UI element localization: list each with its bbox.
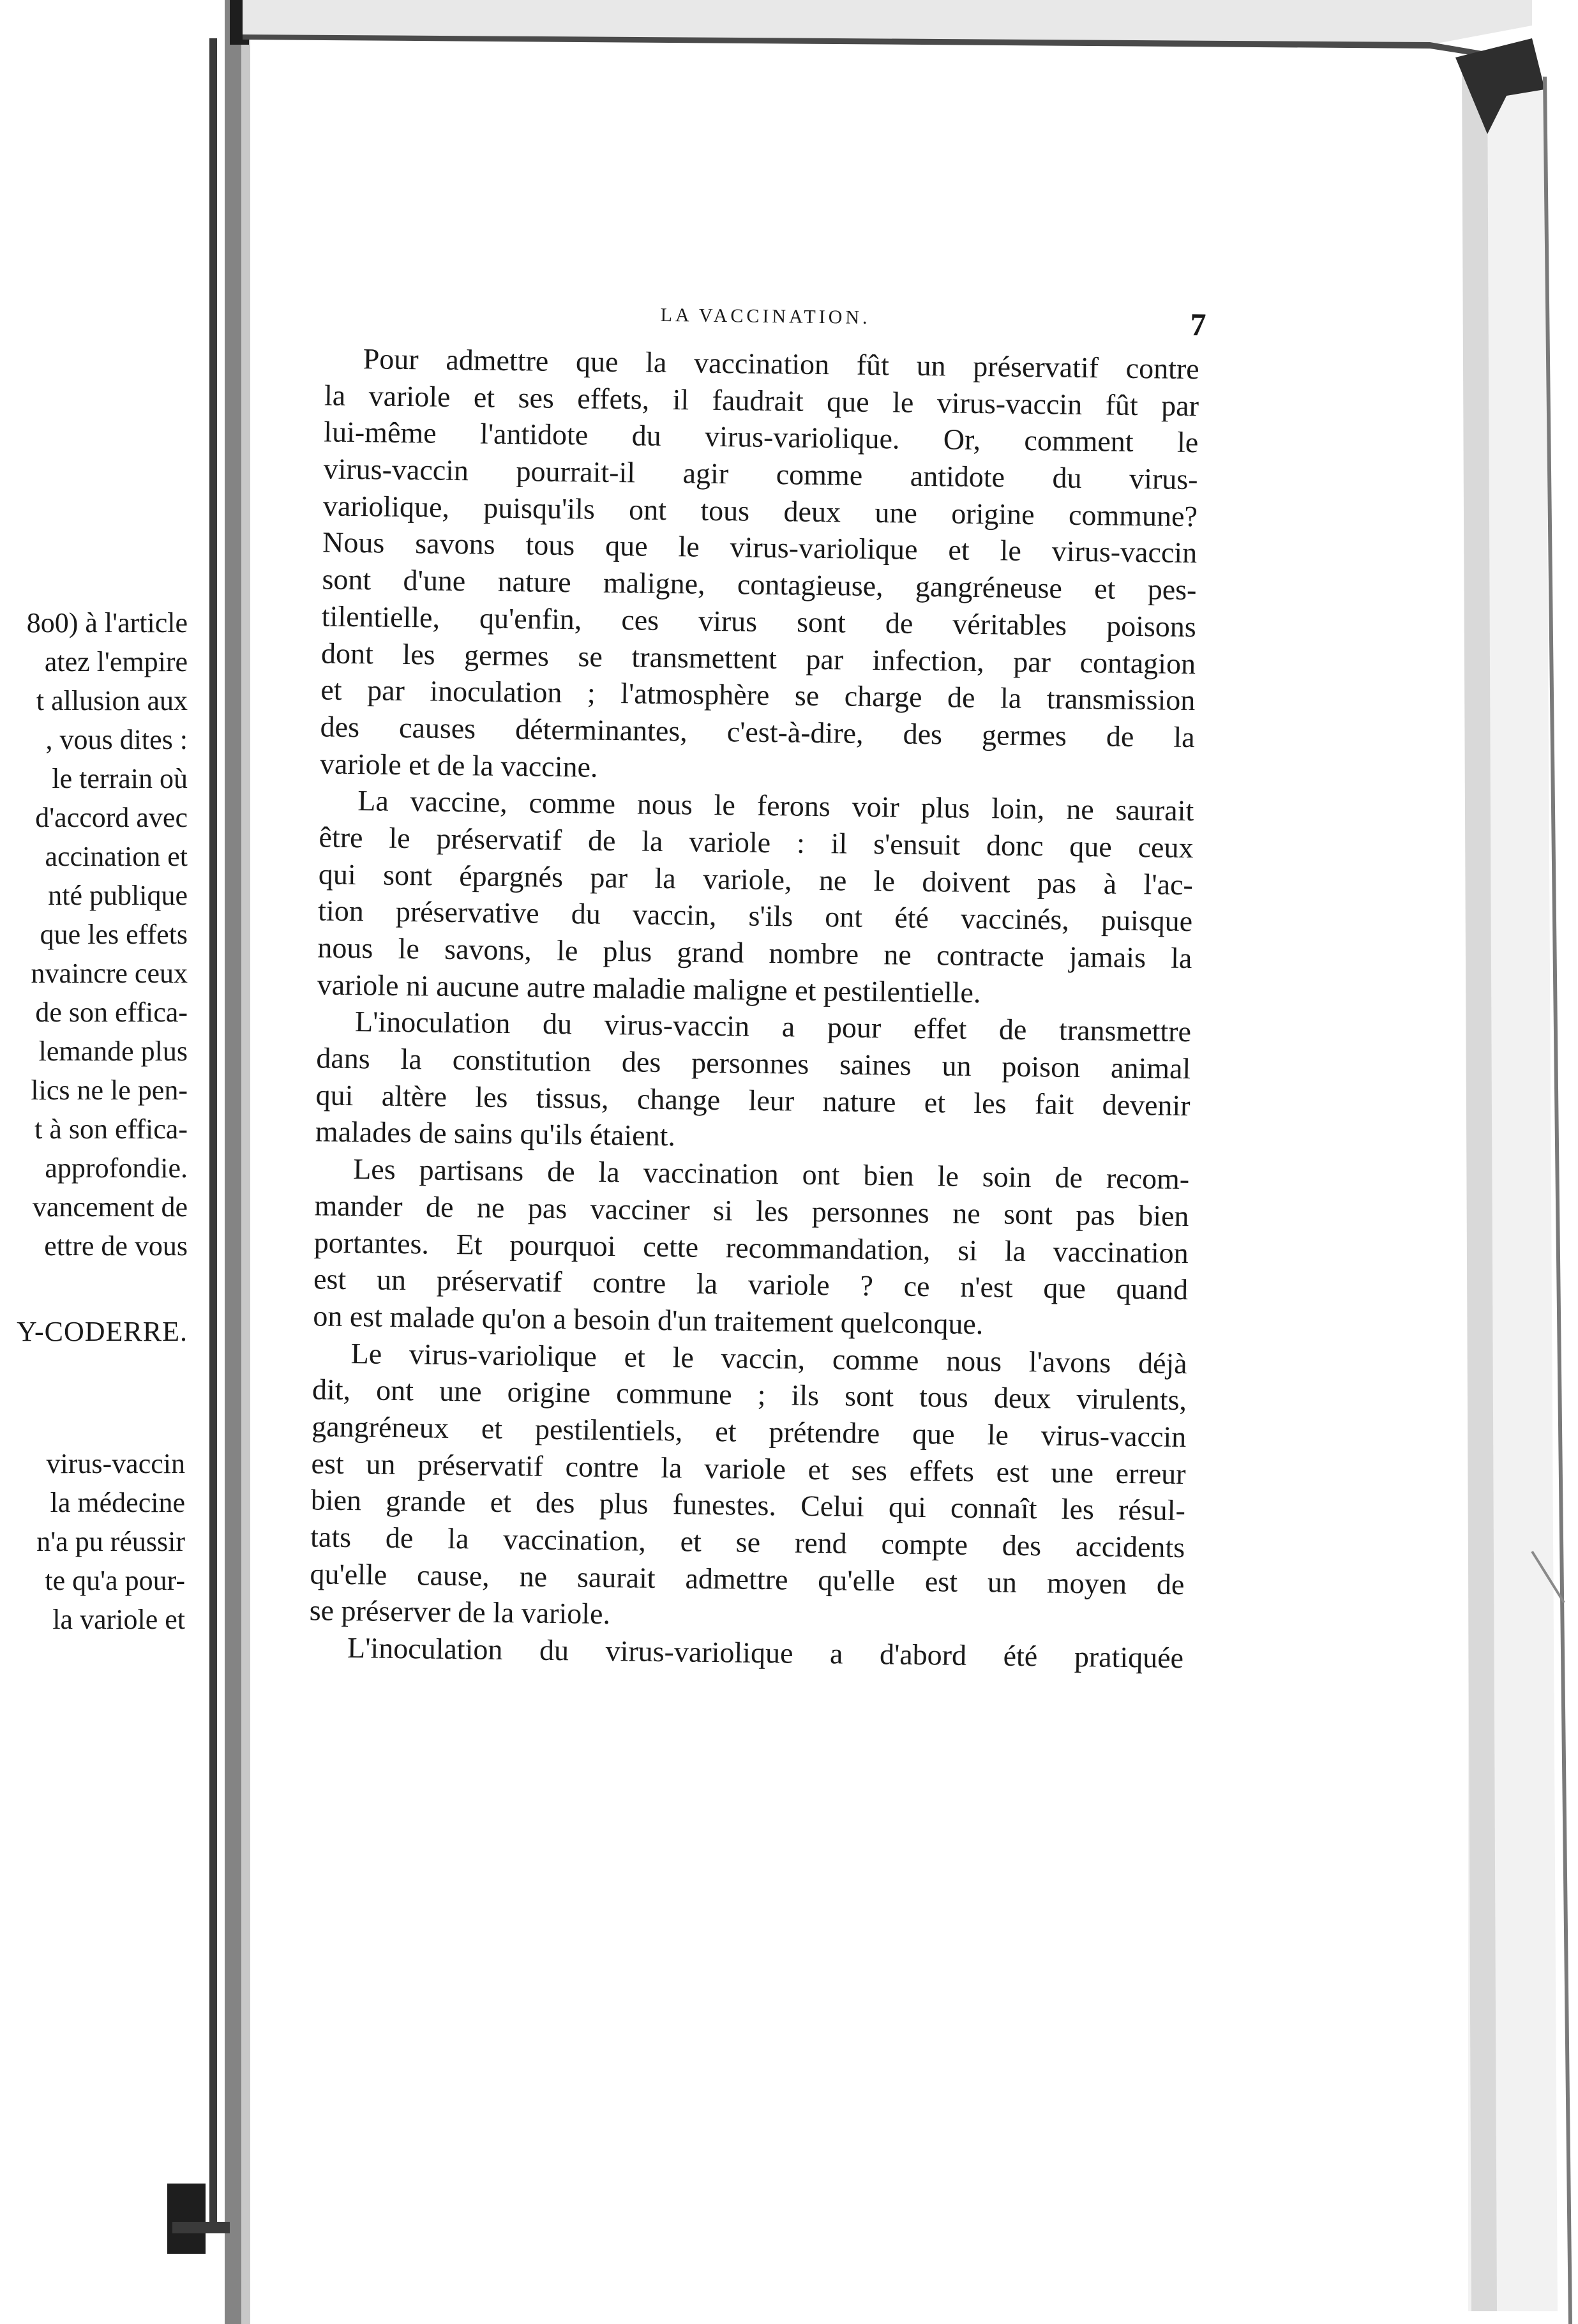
left-gutter-shadow: [241, 0, 250, 2324]
left-line: nvaincre ceux: [31, 958, 188, 989]
body-line: bien grande et des plus funestes. Celui qui connaît les résul-: [310, 1483, 1186, 1527]
body-line: se préserver de la variole.: [309, 1594, 611, 1631]
body-line: variolique, puisqu'ils ont tous deux une origine commune?: [322, 489, 1198, 532]
body-line: mander de ne pas vacciner si les personnes ne sont pas bien: [314, 1189, 1189, 1232]
left-facing-page: [0, 0, 230, 2324]
body-line: Les partisans de la vaccination ont bien le soin de recom-: [352, 1152, 1190, 1196]
body-line: gangréneux et pestilentiels, et prétendre que le virus-vaccin: [312, 1410, 1187, 1454]
left-line: virus-vaccin: [46, 1448, 185, 1479]
body-line: qui altère les tissus, change leur nature et les fait devenir: [315, 1078, 1191, 1122]
body-line: la variole et ses effets, il faudrait que le virus-vaccin fût par: [324, 379, 1199, 422]
left-line: ettre de vous: [44, 1230, 188, 1262]
body-line: des causes déterminantes, c'est-à-dire, des germes de la: [320, 710, 1195, 754]
body-line: La vaccine, comme nous le ferons voir plus loin, ne saurait: [357, 784, 1194, 827]
body-line: est un préservatif contre la variole ? ce n'est que quand: [313, 1262, 1189, 1306]
body-line: nous le savons, le plus grand nombre ne contracte jamais la: [317, 931, 1192, 975]
left-line: nté publique: [48, 880, 188, 911]
left-line: que les effets: [40, 919, 188, 950]
right-page: [282, 294, 1206, 1818]
body-text: [309, 340, 1199, 1676]
body-line: et par inoculation ; l'atmosphère se charge de la transmission: [320, 673, 1196, 717]
left-line: le terrain où: [52, 763, 188, 794]
left-page-signature: Y-CODERRE.: [17, 1316, 188, 1347]
body-line: dit, ont une origine commune ; ils sont tous deux virulents,: [312, 1373, 1187, 1417]
page-number: 7: [1190, 306, 1206, 343]
left-line: lics ne le pen-: [31, 1075, 188, 1106]
left-line: la médecine: [50, 1487, 185, 1518]
body-line: L'inoculation du virus-variolique a d'abord été pratiquée: [347, 1631, 1184, 1675]
left-line: approfondie.: [45, 1152, 188, 1184]
body-line: lui-même l'antidote du virus-variolique. Or, comment le: [324, 415, 1199, 459]
left-line: atez l'empire: [44, 646, 188, 677]
body-line: variole et de la vaccine.: [319, 746, 598, 783]
left-line: lemande plus: [38, 1036, 188, 1067]
left-line: de son effica-: [35, 997, 188, 1028]
body-line: portantes. Et pourquoi cette recommandation, si la vaccination: [313, 1225, 1189, 1269]
body-line: virus-vaccin pourrait-il agir comme antidote du virus-: [323, 452, 1198, 496]
left-page-lines-upper: [0, 603, 230, 1265]
left-line: vancement de: [32, 1191, 188, 1223]
left-line: accination et: [45, 841, 188, 872]
left-line: la variole et: [52, 1604, 185, 1635]
body-line: Pour admettre que la vaccination fût un préservatif contre: [363, 342, 1199, 386]
body-line: sont d'une nature maligne, contagieuse, gangréneuse et pes-: [322, 562, 1197, 607]
body-line: qui sont épargnés par la variole, ne le doivent pas à l'ac-: [318, 857, 1194, 901]
left-line: n'a pu réussir: [36, 1526, 185, 1557]
body-line: Le virus-variolique et le vaccin, comme nous l'avons déjà: [350, 1336, 1187, 1380]
left-page-lines-lower: [0, 1444, 230, 1639]
left-line: t à son effica-: [34, 1113, 188, 1145]
body-line: dans la constitution des personnes saines un poison animal: [316, 1041, 1191, 1085]
left-line: d'accord avec: [35, 802, 188, 833]
body-line: tilentielle, qu'enfin, ces virus sont de véritables poisons: [321, 600, 1197, 643]
body-line: L'inoculation du virus-vaccin a pour effet de transmettre: [354, 1005, 1192, 1048]
left-line: t allusion aux: [36, 685, 188, 716]
body-line: tats de la vaccination, et se rend compte des accidents: [310, 1520, 1185, 1564]
left-line: te qu'a pour-: [45, 1565, 185, 1596]
body-line: Nous savons tous que le virus-variolique et le virus-vaccin: [322, 525, 1198, 570]
body-line: être le préservatif de la variole : il s'ensuit donc que ceux: [319, 820, 1194, 864]
body-line: qu'elle cause, ne saurait admettre qu'elle est un moyen de: [310, 1557, 1185, 1601]
left-line: , vous dites :: [45, 724, 188, 755]
body-line: est un préservatif contre la variole et ses effets est une erreur: [311, 1446, 1186, 1490]
body-line: variole ni aucune autre maladie maligne et pestilentielle.: [317, 968, 981, 1009]
left-line: 8o0) à l'article: [26, 607, 188, 638]
running-title: LA VACCINATION.: [660, 304, 871, 328]
body-line: dont les germes se transmettent par infection, par contagion: [320, 636, 1196, 680]
body-line: on est malade qu'on a besoin d'un traitement quelconque.: [313, 1299, 984, 1341]
body-line: tion préservative du vaccin, s'ils ont été vaccinés, puisque: [317, 894, 1193, 938]
body-line: malades de sains qu'ils étaient.: [315, 1115, 676, 1152]
